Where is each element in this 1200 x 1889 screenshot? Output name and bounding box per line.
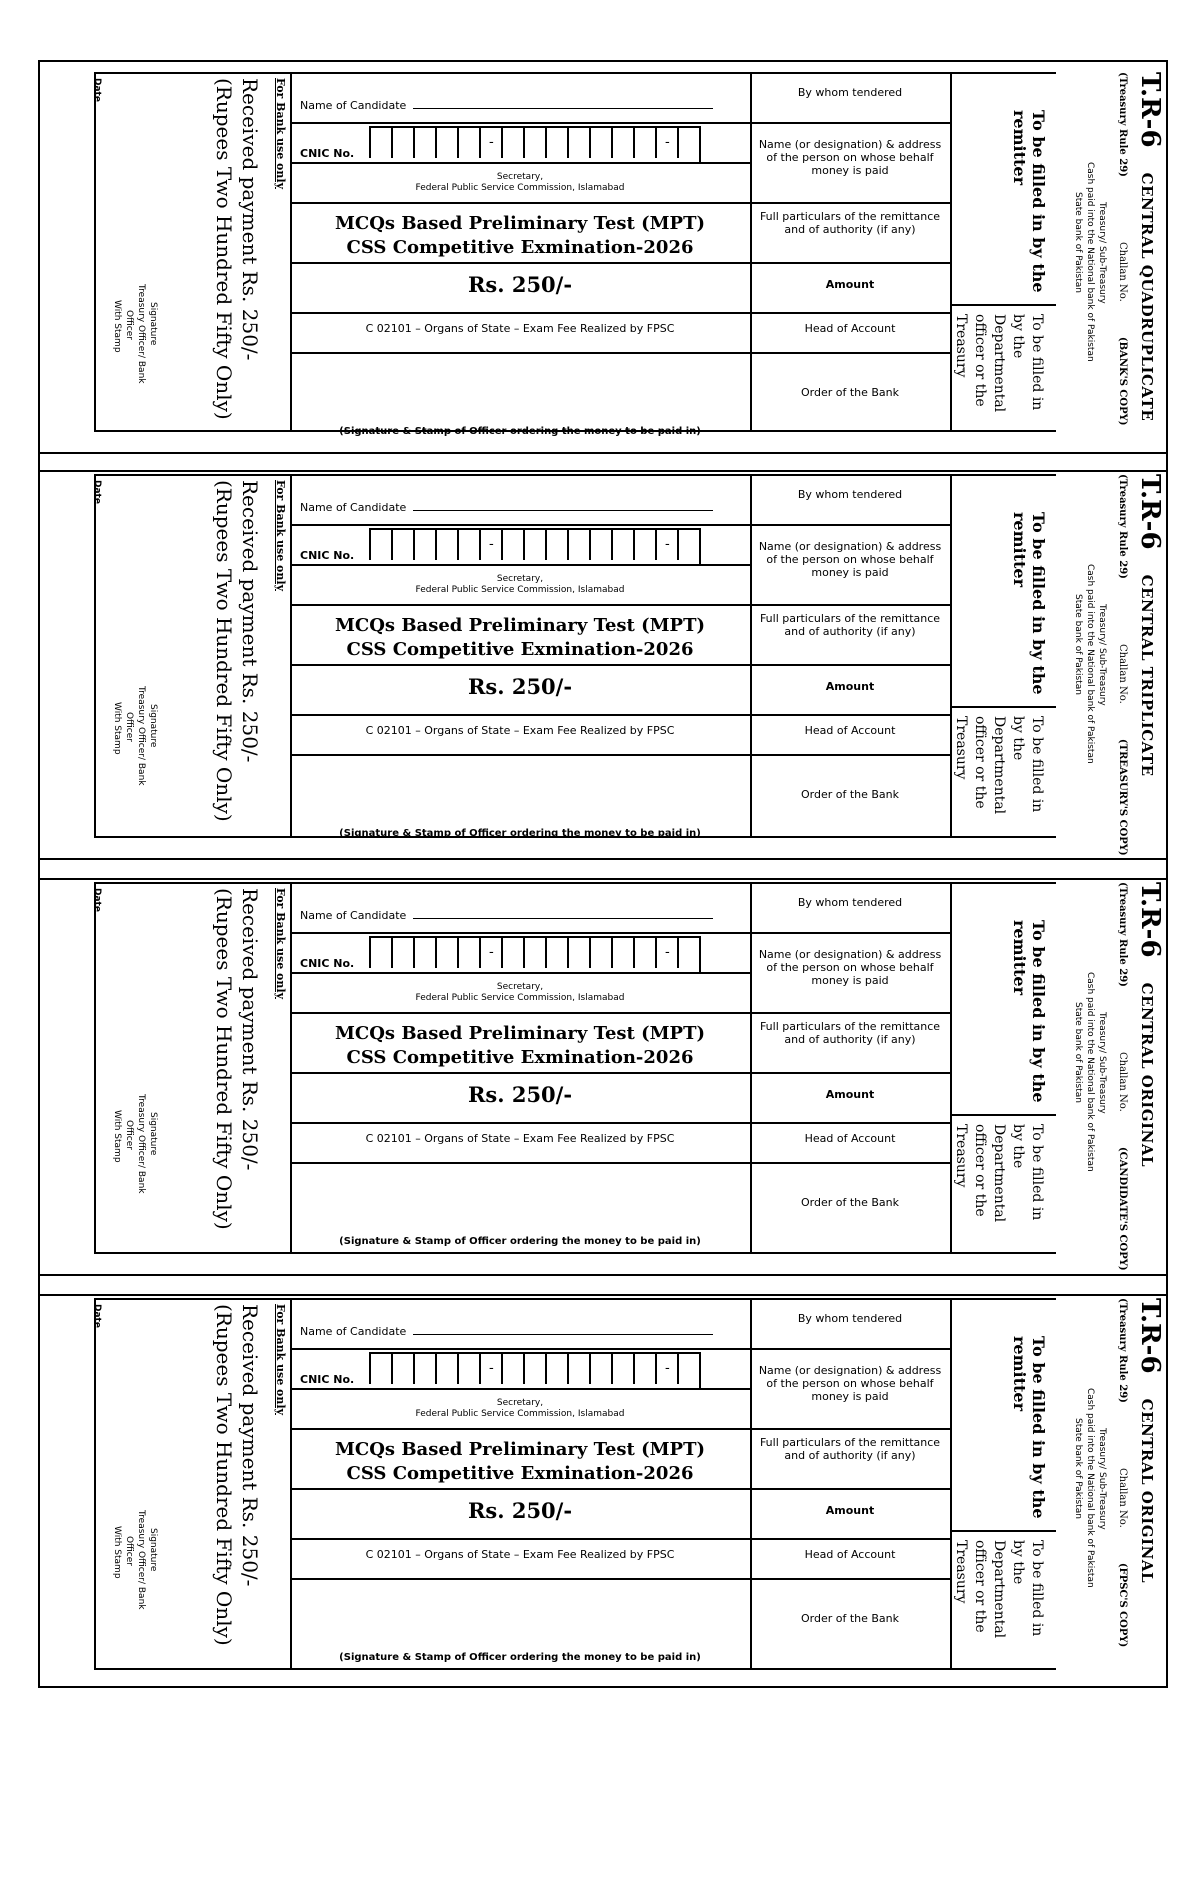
cnic-digit-box[interactable] <box>501 1354 523 1384</box>
cnic-digit-box[interactable] <box>369 128 391 158</box>
cnic-digit-box[interactable]: - <box>479 938 501 968</box>
bank-use-panel <box>94 72 292 432</box>
cnic-digit-box[interactable] <box>369 530 391 560</box>
candidate-name-field[interactable] <box>413 918 713 919</box>
cnic-digit-box[interactable]: - <box>479 128 501 158</box>
cnic-input[interactable] <box>369 1352 701 1390</box>
state-bank-label: State bank of Pakistan <box>1073 192 1083 293</box>
cnic-label: CNIC No. <box>300 957 355 970</box>
test-title-line1: MCQs Based Preliminary Test (MPT) <box>334 615 706 636</box>
received-payment: Received payment Rs. 250/- <box>238 1304 262 1587</box>
officer-label: Officer <box>124 712 134 742</box>
head-account-label: Head of Account <box>750 1122 950 1162</box>
cnic-digit-box[interactable] <box>457 938 479 968</box>
signature-stamp-note: (Signature & Stamp of Officer ordering the money to be paid in) <box>290 754 750 844</box>
cnic-digit-box[interactable]: - <box>655 530 677 560</box>
bank-use-panel <box>94 474 292 838</box>
form-code: T.R-6 <box>1135 882 1165 958</box>
cnic-label: CNIC No. <box>300 1373 355 1386</box>
date-label: Date <box>92 78 102 102</box>
cnic-digit-box[interactable] <box>391 1354 413 1384</box>
treasury-label: Treasury/ Sub-Treasury <box>1097 1428 1107 1530</box>
copy-note: (CANDIDATE'S COPY) <box>1117 1146 1128 1271</box>
separator-line <box>40 858 1166 860</box>
treasury-officer-label: Treasury Officer/ Bank <box>136 1510 146 1610</box>
cnic-digit-box[interactable]: - <box>655 1354 677 1384</box>
test-title-line2: CSS Competitive Exmination-2026 <box>346 639 694 661</box>
cnic-digit-box[interactable] <box>611 128 633 158</box>
cash-paid-label: Cash paid into the National bank of Pakistan <box>1085 972 1095 1172</box>
cnic-row <box>290 122 750 162</box>
copy-title: CENTRAL ORIGINAL <box>1138 982 1156 1168</box>
secretary-text: Secretary, <box>496 982 544 992</box>
full-particulars-label: Full particulars of the remittance and of authority (if any) <box>750 1428 950 1488</box>
cash-paid-label: Cash paid into the National bank of Pakistan <box>1085 564 1095 764</box>
challan-no: Challan No. <box>1117 241 1128 302</box>
fpsc-text: Federal Public Service Commission, Islamabad <box>415 992 625 1003</box>
signature-stamp-note: (Signature & Stamp of Officer ordering the money to be paid in) <box>290 1578 750 1668</box>
challan-grid <box>290 72 950 437</box>
amount-value: Rs. 250/- <box>290 262 750 312</box>
amount-value: Rs. 250/- <box>290 1488 750 1538</box>
cnic-input[interactable] <box>369 936 701 974</box>
candidate-name-label: Name of Candidate <box>300 909 407 922</box>
secretary-text: Secretary, <box>496 574 544 584</box>
cnic-digit-box[interactable] <box>633 128 655 158</box>
payee-cell <box>290 972 750 1012</box>
by-whom-label: By whom tendered <box>797 1312 903 1325</box>
form-code: T.R-6 <box>1135 1298 1165 1374</box>
test-title-line1: MCQs Based Preliminary Test (MPT) <box>334 213 706 234</box>
received-payment: Received payment Rs. 250/- <box>238 78 262 361</box>
treasury-rule: (Treasury Rule 29) <box>1117 474 1128 579</box>
cnic-digit-box[interactable] <box>677 938 699 968</box>
cnic-digit-box[interactable] <box>589 1354 611 1384</box>
order-bank-label: Order of the Bank <box>750 754 950 844</box>
name-designation-label: Name (or designation) & address of the person on whose behalf money is paid <box>750 932 950 1012</box>
treasury-label: Treasury/ Sub-Treasury <box>1097 1012 1107 1114</box>
test-title-line2: CSS Competitive Exmination-2026 <box>346 1463 694 1485</box>
amount-label: Amount <box>750 1488 950 1538</box>
by-whom-label: By whom tendered <box>797 86 903 99</box>
rupees-words: (Rupees Two Hundred Fifty Only) <box>212 888 236 1230</box>
head-account-value: C 02101 – Organs of State – Exam Fee Realized by FPSC <box>290 1538 750 1578</box>
rupees-words: (Rupees Two Hundred Fifty Only) <box>212 480 236 822</box>
head-account-label: Head of Account <box>750 312 950 352</box>
particulars-cell <box>290 604 750 664</box>
cnic-digit-box[interactable] <box>545 128 567 158</box>
state-bank-label: State bank of Pakistan <box>1073 594 1083 695</box>
amount-label: Amount <box>750 664 950 714</box>
date-label: Date <box>92 1304 102 1328</box>
form-code: T.R-6 <box>1135 72 1165 148</box>
officer-label: Officer <box>124 310 134 340</box>
dept-officer-note: To be filled in by the Departmental officer or the Treasury <box>952 716 1045 815</box>
order-bank-label: Order of the Bank <box>750 352 950 442</box>
treasury-rule: (Treasury Rule 29) <box>1117 882 1128 987</box>
test-title-line2: CSS Competitive Exmination-2026 <box>346 1047 694 1069</box>
rupees-words: (Rupees Two Hundred Fifty Only) <box>212 78 236 420</box>
candidate-name-row <box>290 72 750 122</box>
remitter-note: To be filled in by the remitter <box>1010 1336 1048 1519</box>
form-code: T.R-6 <box>1135 474 1165 550</box>
copy-title: CENTRAL TRIPLICATE <box>1138 574 1156 777</box>
copy-note: (BANK'S COPY) <box>1117 336 1128 426</box>
cnic-digit-box[interactable] <box>413 938 435 968</box>
with-stamp-label: With Stamp <box>112 1526 122 1579</box>
candidate-name-field[interactable] <box>413 1334 713 1335</box>
cnic-digit-box[interactable] <box>435 938 457 968</box>
challan-form <box>0 62 1200 442</box>
treasury-rule: (Treasury Rule 29) <box>1117 1298 1128 1403</box>
cnic-digit-box[interactable] <box>567 1354 589 1384</box>
head-account-value: C 02101 – Organs of State – Exam Fee Realized by FPSC <box>290 312 750 352</box>
challan-no: Challan No. <box>1117 1051 1128 1112</box>
treasury-officer-label: Treasury Officer/ Bank <box>136 284 146 384</box>
name-designation-label: Name (or designation) & address of the person on whose behalf money is paid <box>750 524 950 604</box>
cnic-row <box>290 932 750 972</box>
cnic-digit-box[interactable] <box>611 530 633 560</box>
remitter-note: To be filled in by the remitter <box>1010 110 1048 293</box>
filler-column <box>950 474 1056 838</box>
bank-use-label: For Bank use only <box>274 888 287 999</box>
challan-form <box>0 872 1200 1271</box>
particulars-cell <box>290 1012 750 1072</box>
challan-header <box>1055 882 1168 1271</box>
particulars-cell <box>290 202 750 262</box>
candidate-name-field[interactable] <box>413 108 713 109</box>
cash-paid-label: Cash paid into the National bank of Pakistan <box>1085 1388 1095 1588</box>
cnic-digit-box[interactable] <box>369 1354 391 1384</box>
cnic-digit-box[interactable] <box>567 938 589 968</box>
cnic-digit-box[interactable] <box>413 1354 435 1384</box>
by-whom-label: By whom tendered <box>797 488 903 501</box>
signature-label: Signature <box>148 1528 158 1572</box>
cnic-digit-box[interactable] <box>523 938 545 968</box>
cnic-digit-box[interactable] <box>391 938 413 968</box>
dept-officer-note: To be filled in by the Departmental officer or the Treasury <box>952 314 1045 413</box>
separator-line <box>40 1274 1166 1276</box>
challan-header <box>1055 72 1168 432</box>
cnic-digit-box[interactable] <box>545 530 567 560</box>
cnic-digit-box[interactable] <box>457 1354 479 1384</box>
bank-use-panel <box>94 1298 292 1670</box>
dept-officer-note: To be filled in by the Departmental officer or the Treasury <box>952 1124 1045 1223</box>
cnic-input[interactable] <box>369 528 701 566</box>
cnic-row <box>290 1348 750 1388</box>
cnic-digit-box[interactable] <box>567 128 589 158</box>
dept-officer-note: To be filled in by the Departmental officer or the Treasury <box>952 1540 1045 1639</box>
cnic-digit-box[interactable] <box>589 938 611 968</box>
cnic-digit-box[interactable] <box>567 530 589 560</box>
cnic-digit-box[interactable]: - <box>655 128 677 158</box>
challan-form <box>0 1288 1200 1680</box>
cnic-digit-box[interactable] <box>633 530 655 560</box>
cnic-digit-box[interactable] <box>611 938 633 968</box>
particulars-cell <box>290 1428 750 1488</box>
remitter-note: To be filled in by the remitter <box>1010 512 1048 695</box>
secretary-text: Secretary, <box>496 172 544 182</box>
test-title-line1: MCQs Based Preliminary Test (MPT) <box>334 1023 706 1044</box>
cash-paid-label: Cash paid into the National bank of Pakistan <box>1085 162 1095 362</box>
received-payment: Received payment Rs. 250/- <box>238 480 262 763</box>
with-stamp-label: With Stamp <box>112 702 122 755</box>
amount-value: Rs. 250/- <box>290 664 750 714</box>
signature-label: Signature <box>148 302 158 346</box>
cnic-digit-box[interactable] <box>589 530 611 560</box>
secretary-text: Secretary, <box>496 1398 544 1408</box>
cnic-label: CNIC No. <box>300 549 355 562</box>
filler-column <box>950 882 1056 1254</box>
copy-title: CENTRAL ORIGINAL <box>1138 1398 1156 1584</box>
candidate-name-row <box>290 1298 750 1348</box>
treasury-rule: (Treasury Rule 29) <box>1117 72 1128 177</box>
full-particulars-label: Full particulars of the remittance and of authority (if any) <box>750 604 950 664</box>
copy-note: (TREASURY'S COPY) <box>1117 738 1128 856</box>
cnic-digit-box[interactable] <box>457 530 479 560</box>
fpsc-text: Federal Public Service Commission, Islamabad <box>415 1408 625 1419</box>
challan-no: Challan No. <box>1117 643 1128 704</box>
challan-no: Challan No. <box>1117 1467 1128 1528</box>
cnic-digit-box[interactable] <box>523 530 545 560</box>
cnic-digit-box[interactable] <box>435 128 457 158</box>
head-account-value: C 02101 – Organs of State – Exam Fee Realized by FPSC <box>290 714 750 754</box>
fpsc-text: Federal Public Service Commission, Islamabad <box>415 182 625 193</box>
cnic-digit-box[interactable] <box>677 1354 699 1384</box>
cnic-digit-box[interactable] <box>545 938 567 968</box>
challan-header <box>1055 1298 1168 1670</box>
cnic-digit-box[interactable] <box>501 938 523 968</box>
challan-grid <box>290 1298 950 1670</box>
cnic-digit-box[interactable] <box>523 128 545 158</box>
order-bank-label: Order of the Bank <box>750 1162 950 1252</box>
cnic-digit-box[interactable] <box>523 1354 545 1384</box>
signature-stamp-note: (Signature & Stamp of Officer ordering the money to be paid in) <box>290 352 750 442</box>
date-label: Date <box>92 480 102 504</box>
fpsc-text: Federal Public Service Commission, Islamabad <box>415 584 625 595</box>
full-particulars-label: Full particulars of the remittance and of authority (if any) <box>750 1012 950 1072</box>
cnic-label: CNIC No. <box>300 147 355 160</box>
bank-use-panel <box>94 882 292 1254</box>
payee-cell <box>290 162 750 202</box>
candidate-name-row <box>290 882 750 932</box>
name-designation-label: Name (or designation) & address of the person on whose behalf money is paid <box>750 1348 950 1428</box>
copy-note: (FPSC'S COPY) <box>1117 1562 1128 1648</box>
bank-use-label: For Bank use only <box>274 78 287 189</box>
cnic-digit-box[interactable] <box>413 530 435 560</box>
filler-column <box>950 72 1056 432</box>
with-stamp-label: With Stamp <box>112 300 122 353</box>
head-account-label: Head of Account <box>750 714 950 754</box>
signature-label: Signature <box>148 1112 158 1156</box>
order-bank-label: Order of the Bank <box>750 1578 950 1668</box>
cnic-digit-box[interactable] <box>545 1354 567 1384</box>
cnic-digit-box[interactable]: - <box>479 530 501 560</box>
cnic-digit-box[interactable] <box>611 1354 633 1384</box>
treasury-label: Treasury/ Sub-Treasury <box>1097 604 1107 706</box>
cnic-digit-box[interactable] <box>457 128 479 158</box>
challan-header <box>1055 474 1168 856</box>
cnic-digit-box[interactable] <box>413 128 435 158</box>
officer-label: Officer <box>124 1120 134 1150</box>
payee-cell <box>290 564 750 604</box>
amount-label: Amount <box>750 1072 950 1122</box>
amount-value: Rs. 250/- <box>290 1072 750 1122</box>
cnic-digit-box[interactable] <box>435 530 457 560</box>
amount-label: Amount <box>750 262 950 312</box>
cnic-digit-box[interactable] <box>435 1354 457 1384</box>
cnic-digit-box[interactable] <box>501 128 523 158</box>
filler-column <box>950 1298 1056 1670</box>
remitter-note: To be filled in by the remitter <box>1010 920 1048 1103</box>
candidate-name-field[interactable] <box>413 510 713 511</box>
head-account-label: Head of Account <box>750 1538 950 1578</box>
received-payment: Received payment Rs. 250/- <box>238 888 262 1171</box>
cnic-digit-box[interactable] <box>391 128 413 158</box>
bank-use-label: For Bank use only <box>274 1304 287 1415</box>
with-stamp-label: With Stamp <box>112 1110 122 1163</box>
by-whom-label: By whom tendered <box>797 896 903 909</box>
candidate-name-label: Name of Candidate <box>300 501 407 514</box>
copy-title: CENTRAL QUADRUPLICATE <box>1138 172 1156 422</box>
treasury-label: Treasury/ Sub-Treasury <box>1097 202 1107 304</box>
full-particulars-label: Full particulars of the remittance and of authority (if any) <box>750 202 950 262</box>
date-label: Date <box>92 888 102 912</box>
cnic-digit-box[interactable] <box>369 938 391 968</box>
test-title-line1: MCQs Based Preliminary Test (MPT) <box>334 1439 706 1460</box>
rupees-words: (Rupees Two Hundred Fifty Only) <box>212 1304 236 1646</box>
officer-label: Officer <box>124 1536 134 1566</box>
cnic-digit-box[interactable]: - <box>655 938 677 968</box>
bank-use-label: For Bank use only <box>274 480 287 591</box>
cnic-digit-box[interactable] <box>391 530 413 560</box>
signature-stamp-note: (Signature & Stamp of Officer ordering the money to be paid in) <box>290 1162 750 1252</box>
candidate-name-label: Name of Candidate <box>300 1325 407 1338</box>
treasury-officer-label: Treasury Officer/ Bank <box>136 1094 146 1194</box>
cnic-row <box>290 524 750 564</box>
treasury-officer-label: Treasury Officer/ Bank <box>136 686 146 786</box>
cnic-digit-box[interactable] <box>501 530 523 560</box>
challan-form <box>0 464 1200 856</box>
challan-grid <box>290 474 950 838</box>
signature-label: Signature <box>148 704 158 748</box>
name-designation-label: Name (or designation) & address of the person on whose behalf money is paid <box>750 122 950 202</box>
cnic-digit-box[interactable] <box>589 128 611 158</box>
candidate-name-row <box>290 474 750 524</box>
payee-cell <box>290 1388 750 1428</box>
test-title-line2: CSS Competitive Exmination-2026 <box>346 237 694 259</box>
cnic-digit-box[interactable] <box>677 128 699 158</box>
head-account-value: C 02101 – Organs of State – Exam Fee Realized by FPSC <box>290 1122 750 1162</box>
cnic-digit-box[interactable]: - <box>479 1354 501 1384</box>
cnic-digit-box[interactable] <box>633 1354 655 1384</box>
candidate-name-label: Name of Candidate <box>300 99 407 112</box>
separator-line <box>40 452 1166 454</box>
cnic-input[interactable] <box>369 126 701 164</box>
state-bank-label: State bank of Pakistan <box>1073 1002 1083 1103</box>
cnic-digit-box[interactable] <box>633 938 655 968</box>
challan-grid <box>290 882 950 1254</box>
state-bank-label: State bank of Pakistan <box>1073 1418 1083 1519</box>
cnic-digit-box[interactable] <box>677 530 699 560</box>
